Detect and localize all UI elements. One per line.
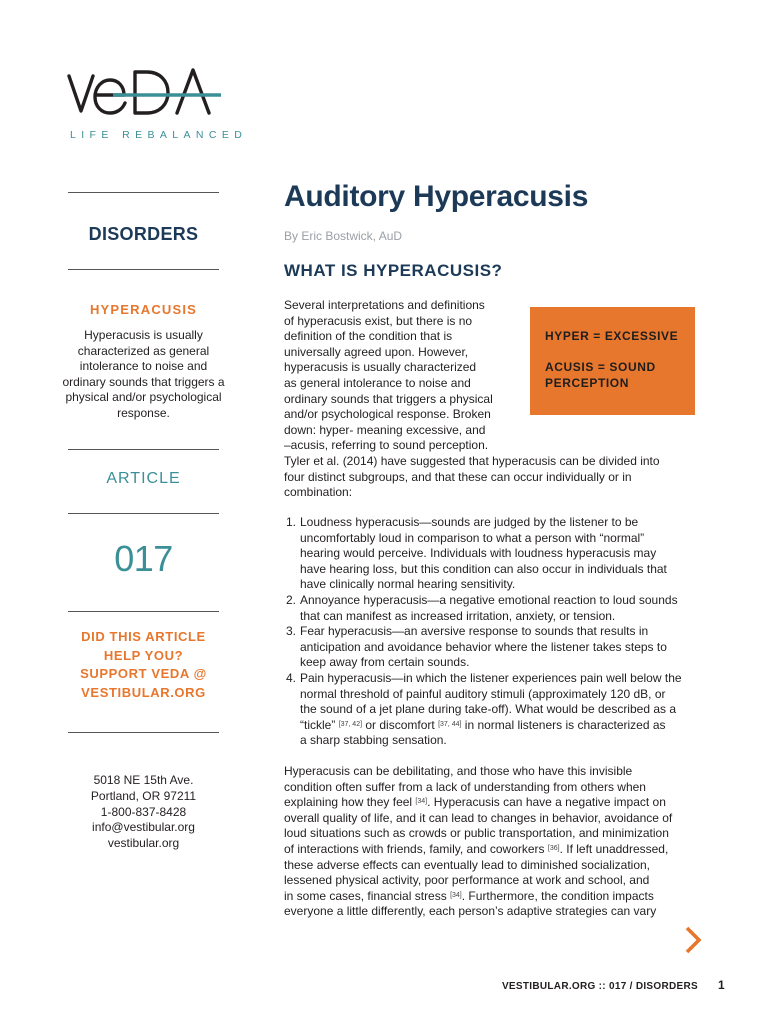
paragraph-line: loud situations such as crowds or public transportation, and minimization (284, 826, 669, 841)
chevron-right-icon[interactable] (682, 925, 704, 955)
sidebar-divider (68, 611, 219, 612)
list-line: have clinically normal hearing sensitivity. (300, 577, 516, 592)
sidebar-divider (68, 732, 219, 733)
list-item (284, 515, 704, 593)
paragraph-line: Hyperacusis can be debilitating, and those who have this invisible (284, 764, 633, 778)
veda-logo (67, 66, 227, 122)
support-line: HELP YOU? (103, 647, 184, 663)
callout-line: PERCEPTION (545, 376, 630, 390)
sidebar-divider (68, 449, 219, 450)
paragraph-text: explaining how they feel (284, 795, 416, 810)
page-number: 1 (718, 978, 725, 992)
list-line: Annoyance hyperacusis—a negative emotional reaction to loud sounds (300, 592, 678, 607)
callout-line: ACUSIS = SOUND (545, 360, 656, 374)
list-number: 3. (286, 624, 297, 639)
paragraph-text: in some cases, financial stress (284, 888, 451, 903)
callout-line: HYPER = EXCESSIVE (545, 329, 679, 343)
support-line: VESTIBULAR.ORG (81, 684, 206, 700)
sidebar-divider (68, 513, 219, 514)
list-text: or discomfort (362, 717, 439, 732)
definition-callout (530, 307, 695, 415)
list-line: a sharp stabbing sensation. (300, 733, 447, 748)
hyperacusis-types-list (284, 515, 704, 749)
paragraph-line: these adverse effects can eventually lead to diminished socialization, (284, 857, 650, 872)
intro-line: combination: (284, 485, 353, 500)
intro-line: hyperacusis is usually characterized (284, 360, 477, 375)
address-website[interactable]: vestibular.org (107, 836, 180, 851)
intro-line: down: hyper- meaning excessive, and (284, 422, 486, 437)
impact-paragraph (284, 764, 704, 920)
paragraph-line (284, 889, 704, 905)
paragraph-line: everyone a little differently, each person’s adaptive strategies can vary (284, 904, 657, 919)
list-line: the sound of a jet plane during take-off). What would be described as a (300, 702, 677, 717)
paragraph-line (284, 842, 704, 858)
list-text: in normal listeners is characterized as (461, 717, 666, 732)
page-footer: VESTIBULAR.ORG :: 017 / DISORDERS (501, 981, 698, 992)
intro-line: as general intolerance to noise and (284, 375, 471, 390)
sidebar-divider (68, 192, 219, 193)
list-item (284, 671, 704, 749)
sidebar-topic-heading: HYPERACUSIS (89, 302, 198, 317)
support-link[interactable] (68, 628, 219, 702)
intro-line: of hyperacusis exist, but there is no (284, 313, 473, 328)
article-label: ARTICLE (106, 470, 181, 487)
intro-paragraph (284, 298, 510, 454)
list-line: normal threshold of painful auditory stimuli (approximately 120 dB, or (300, 686, 666, 701)
intro-line: Tyler et al. (2014) have suggested that hyperacusis can be divided into (284, 454, 660, 468)
logo-tagline: LIFE REBALANCED (70, 129, 248, 141)
support-line: SUPPORT VEDA @ (80, 666, 207, 681)
article-byline: By Eric Bostwick, AuD (284, 229, 403, 243)
citation: [34] (415, 798, 428, 806)
list-number: 1. (286, 515, 297, 529)
intro-line: and/or psychological response. Broken (284, 407, 491, 422)
list-number: 2. (286, 592, 297, 607)
paragraph-text: . Furthermore, the condition impacts (461, 888, 654, 903)
intro-line: definition of the condition that is (284, 329, 453, 344)
address-street: 5018 NE 15th Ave. (93, 773, 194, 787)
sidebar-divider (68, 269, 219, 270)
list-line (300, 718, 704, 734)
intro-line: universally agreed upon. However, (284, 344, 469, 359)
list-line: have hearing loss, but this condition can also occur in individuals that (300, 561, 667, 576)
list-line: anticipation and avoidance behavior where the listener takes steps to (300, 639, 667, 654)
list-line: uncomfortably loud in comparison to what a person with “normal” (300, 530, 645, 545)
list-line: keep away from certain sounds. (300, 655, 470, 670)
list-line: Loudness hyperacusis—sounds are judged by the listener to be (300, 515, 639, 529)
list-line: Pain hyperacusis—in which the listener experiences pain well below the (300, 670, 682, 685)
address-email[interactable]: info@vestibular.org (92, 820, 195, 835)
list-line: hearing would perceive. Individuals with loudness hyperacusis may (300, 546, 657, 561)
address-city: Portland, OR 97211 (90, 788, 197, 803)
sidebar-topic-summary: Hyperacusis is usually characterized as general intolerance to noise and ordinary sounds that triggers a physical and/or psychological response. (62, 328, 225, 420)
intro-line: four distinct subgroups, and that these can occur individually or in (284, 469, 632, 484)
citation: [37, 44] (438, 720, 462, 728)
contact-address (68, 773, 219, 852)
citation: [37, 42] (338, 720, 363, 728)
list-text: “tickle” (300, 717, 336, 732)
paragraph-line (284, 795, 704, 811)
list-item (284, 593, 704, 624)
paragraph-line: condition often suffer from a lack of understanding from others when (284, 779, 646, 794)
paragraph-text: . If left unaddressed, (559, 841, 669, 856)
paragraph-text: of interactions with friends, family, and coworkers (284, 841, 548, 856)
intro-line: ordinary sounds that triggers a physical (284, 391, 493, 406)
article-number: 017 (114, 538, 173, 579)
citation: [36] (547, 844, 560, 852)
support-line: DID THIS ARTICLE (81, 629, 206, 644)
list-line: that can manifest as increased irritation, anxiety, or tension. (300, 608, 616, 623)
address-phone[interactable]: 1-800-837-8428 (100, 804, 187, 819)
subgroups-intro (284, 454, 704, 501)
citation: [34] (450, 891, 462, 899)
article-title: Auditory Hyperacusis (284, 180, 589, 213)
intro-line: –acusis, referring to sound perception. (284, 438, 489, 453)
list-number: 4. (286, 670, 297, 685)
intro-line: Several interpretations and definitions (284, 298, 485, 312)
paragraph-line: lessened physical activity, poor performance at work and school, and (284, 873, 650, 888)
sidebar-category: DISORDERS (88, 224, 199, 244)
list-line: Fear hyperacusis—an aversive response to sounds that results in (300, 624, 649, 639)
paragraph-text: . Hyperacusis can have a negative impact on (427, 795, 666, 810)
paragraph-line: overall quality of life, and it can lead to changes in behavior, avoidance of (284, 810, 673, 825)
list-item (284, 624, 704, 671)
section-heading: WHAT IS HYPERACUSIS? (284, 261, 503, 280)
